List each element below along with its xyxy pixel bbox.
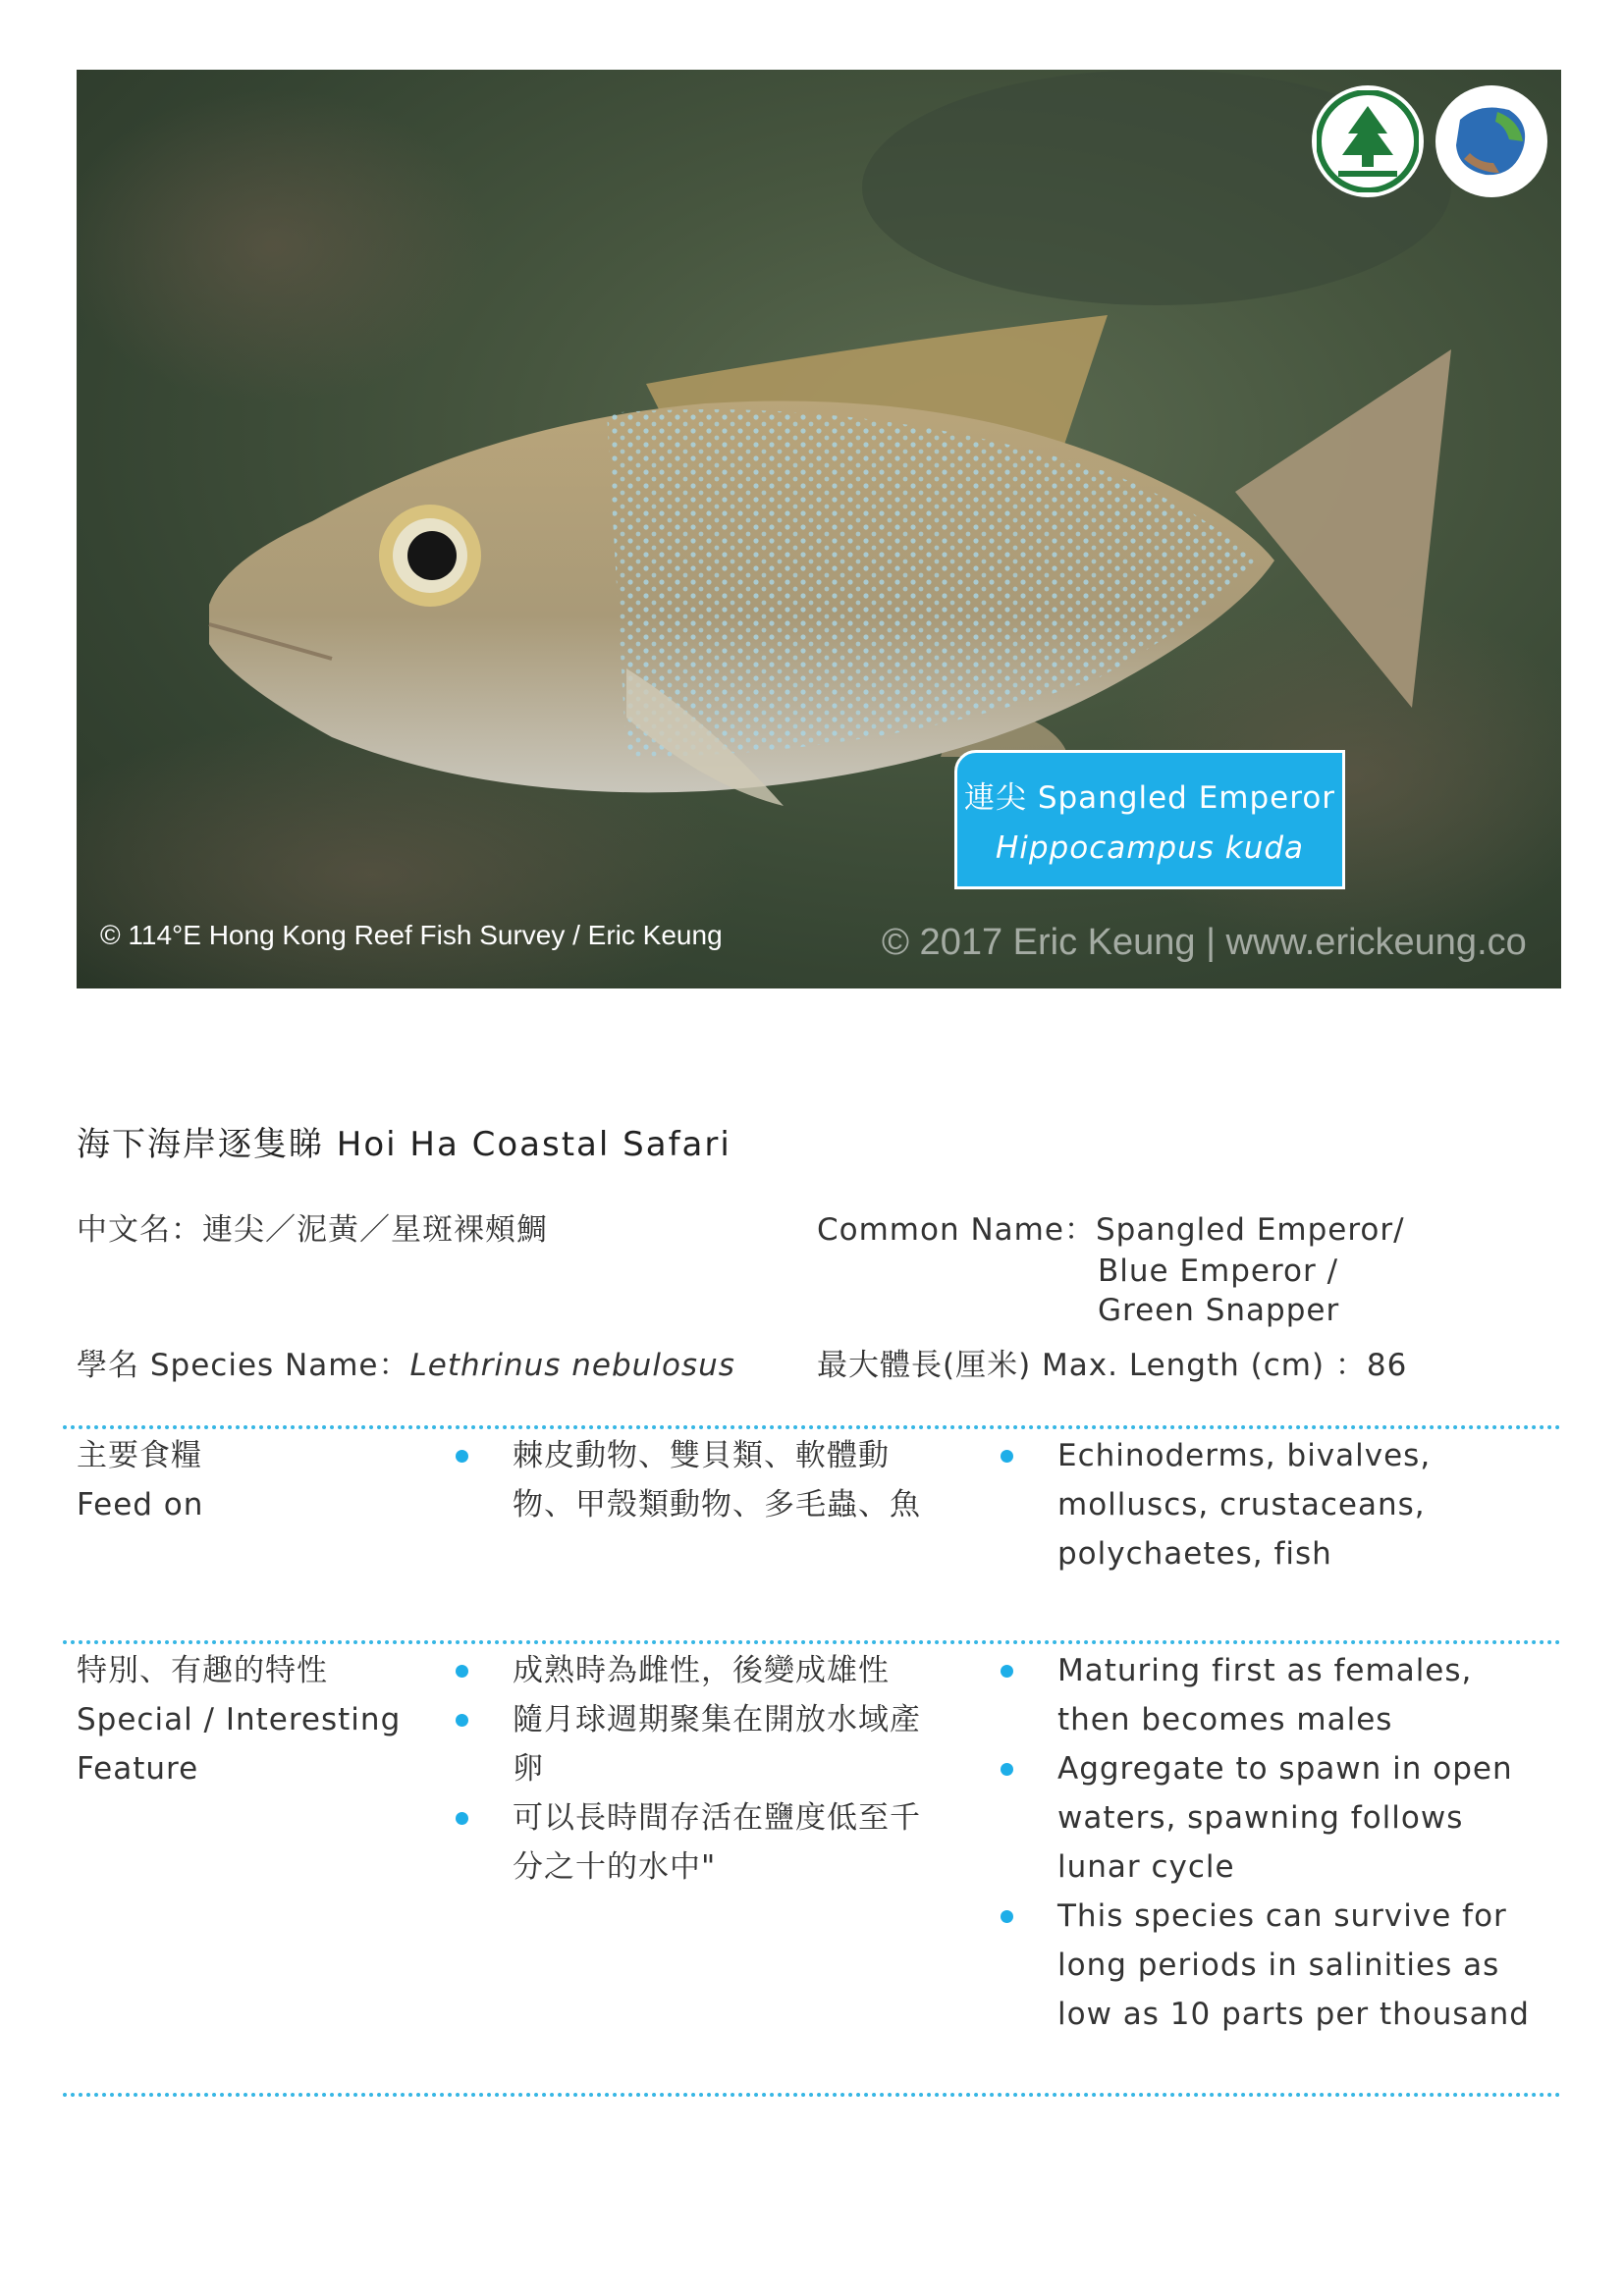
common-name-line-1: Spangled Emperor/: [1095, 1212, 1405, 1248]
species-name-label: 學名 Species Name：: [77, 1348, 410, 1383]
special-label-en-1: Special / Interesting: [77, 1702, 402, 1737]
list-item: 隨月球週期聚集在開放水域產卵: [513, 1695, 925, 1793]
name-box-common-name: 連尖 Spangled Emperor: [963, 780, 1336, 816]
list-item: This species can survive for long periods in salinities as low as 10 parts per thousand: [1057, 1892, 1548, 2039]
list-item: 成熟時為雌性，後變成雄性: [513, 1646, 925, 1695]
divider: [63, 1640, 1561, 1644]
page-title: 海下海岸逐隻睇 Hoi Ha Coastal Safari: [77, 1125, 731, 1164]
common-name-line-3: Green Snapper: [1098, 1293, 1340, 1328]
list-item: Aggregate to spawn in open waters, spawning follows lunar cycle: [1057, 1744, 1548, 1892]
special-list-zh: [513, 1646, 925, 1892]
max-length-label: 最大體長(厘米) Max. Length (cm) ：: [817, 1348, 1367, 1383]
photo-watermark: © 2017 Eric Keung | www.erickeung.co: [882, 922, 1527, 963]
name-box-scientific-name: Hippocampus kuda: [995, 830, 1305, 866]
partner-logos: [1312, 85, 1547, 197]
special-label: [77, 1646, 401, 1793]
divider: [63, 1425, 1561, 1429]
special-label-en-2: Feature: [77, 1751, 199, 1787]
list-item: Maturing first as females, then becomes males: [1057, 1646, 1548, 1744]
species-name-value: Lethrinus nebulosus: [409, 1348, 735, 1383]
max-length-value: 86: [1366, 1348, 1408, 1383]
common-name-row: [817, 1209, 1405, 1251]
special-label-zh: 特別、有趣的特性: [77, 1653, 328, 1688]
feed-label: [77, 1431, 203, 1529]
common-name-line-2: Blue Emperor /: [1098, 1254, 1339, 1289]
special-list-en: [1057, 1646, 1548, 2039]
max-length-row: [817, 1345, 1407, 1386]
marine-park-logo-icon: [1435, 85, 1547, 197]
feed-list-zh: [513, 1431, 925, 1529]
feed-label-zh: 主要食糧: [77, 1438, 202, 1473]
chinese-name-row: [77, 1209, 548, 1251]
divider: [63, 2093, 1561, 2097]
common-name-label: Common Name：: [817, 1212, 1096, 1248]
feed-label-en: Feed on: [77, 1487, 204, 1522]
photo-credit: © 114°E Hong Kong Reef Fish Survey / Eric Keung: [100, 920, 723, 950]
species-name-row: [77, 1345, 735, 1386]
list-item: Echinoderms, bivalves, molluscs, crustaceans, polychaetes, fish: [1057, 1431, 1548, 1578]
list-item: 棘皮動物、雙貝類、軟體動物、甲殼類動物、多毛蟲、魚: [513, 1431, 925, 1529]
list-item: 可以長時間存活在鹽度低至千分之十的水中": [513, 1793, 925, 1892]
species-name-box: [954, 750, 1345, 889]
tree-logo-icon: [1312, 85, 1424, 197]
feed-list-en: [1057, 1431, 1548, 1578]
chinese-name-label: 中文名：: [77, 1212, 202, 1248]
chinese-name-value: 連尖／泥黃／星斑裸頰鯛: [202, 1212, 548, 1248]
